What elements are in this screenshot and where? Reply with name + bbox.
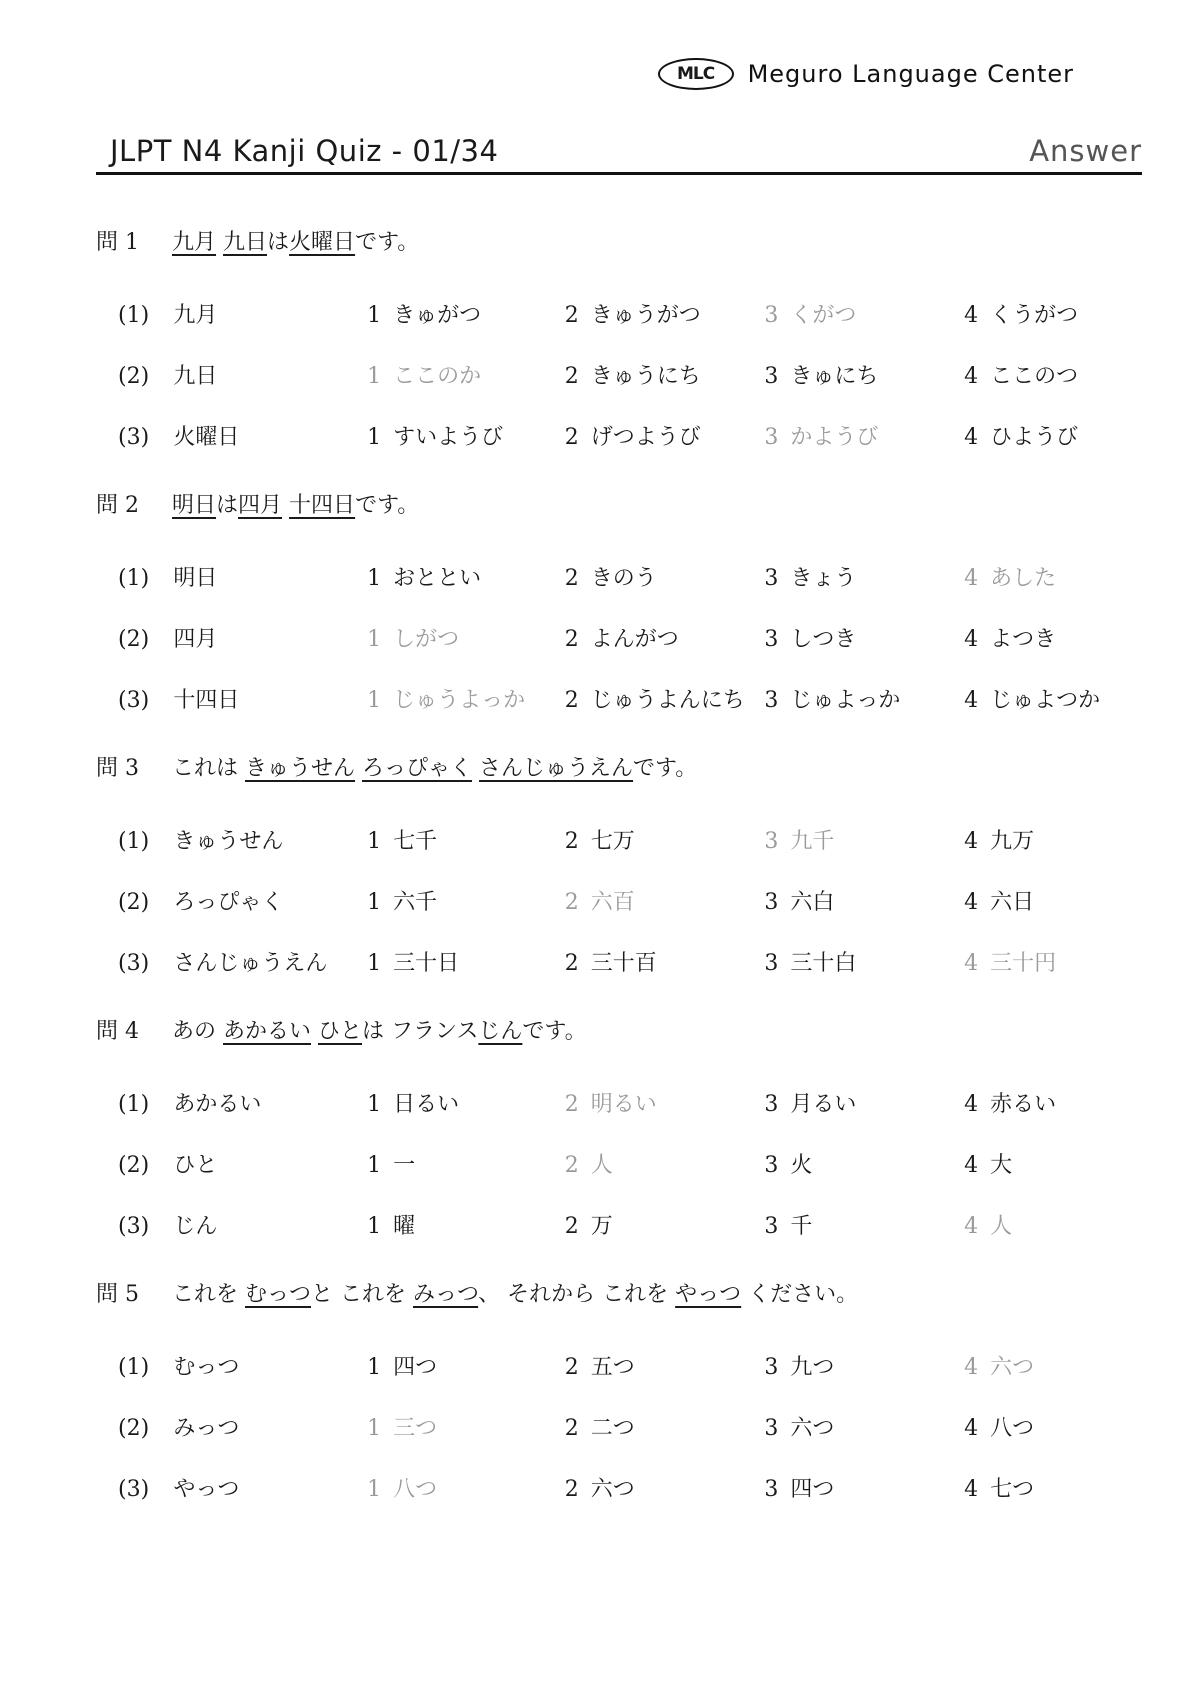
option-text: 九つ (790, 1355, 835, 1380)
option-number: 1 (367, 303, 382, 328)
option-number: 4 (964, 951, 979, 976)
option-text: 五つ (590, 1355, 635, 1380)
underlined-term: 十四日 (289, 493, 356, 518)
sentence-text: は フランス (362, 1019, 479, 1044)
correct-option (367, 362, 565, 392)
option-number: 1 (367, 688, 382, 713)
answer-option (764, 686, 964, 716)
center-name: Meguro Language Center (747, 60, 1074, 88)
question-number: 問 5 (96, 1282, 139, 1307)
option-text: 三十円 (990, 951, 1057, 976)
option-number: 4 (964, 1153, 979, 1178)
correct-option (964, 1212, 1142, 1242)
option-number: 2 (564, 425, 579, 450)
option-number: 1 (367, 829, 382, 854)
option-number: 3 (764, 890, 779, 915)
sentence-text: 、 それから これを (478, 1282, 676, 1307)
option-text: 八つ (990, 1416, 1035, 1441)
option-text: 八つ (393, 1477, 438, 1502)
option-text: きゅにち (790, 364, 879, 389)
question-sentence (172, 754, 697, 784)
option-number: 2 (564, 364, 579, 389)
answer-option (367, 888, 565, 918)
correct-option (964, 564, 1142, 594)
item-number: (1) (118, 303, 150, 328)
correct-option (565, 888, 765, 918)
answer-option (964, 423, 1142, 453)
answer-option (367, 1353, 565, 1383)
option-number: 4 (964, 303, 979, 328)
option-text: 三十百 (590, 951, 657, 976)
item-number: (2) (118, 1153, 150, 1178)
option-text: 赤るい (990, 1092, 1057, 1117)
option-number: 4 (964, 627, 979, 652)
answer-option (367, 423, 565, 453)
answer-option (764, 362, 964, 392)
option-text: 六日 (990, 890, 1035, 915)
option-text: 万 (590, 1214, 613, 1239)
mlc-logo: MLC (658, 58, 734, 90)
choice-row (96, 301, 1142, 362)
target-word: さんじゅうえん (173, 951, 328, 976)
option-text: 六つ (790, 1416, 835, 1441)
option-text: 明るい (590, 1092, 657, 1117)
correct-option (565, 1090, 765, 1120)
answer-label: Answer (1029, 134, 1142, 168)
option-number: 2 (564, 951, 579, 976)
option-text: 二つ (590, 1416, 635, 1441)
option-text: 三十白 (790, 951, 857, 976)
target-word: ろっぴゃく (173, 890, 284, 915)
sentence-text: です。 (522, 1019, 587, 1044)
option-text: 大 (990, 1153, 1013, 1178)
option-number: 3 (764, 425, 779, 450)
target-word: 十四日 (173, 688, 240, 713)
answer-option (565, 686, 765, 716)
answer-option (367, 1151, 565, 1181)
option-text: じゅうよっか (393, 688, 526, 713)
answer-option (367, 1090, 565, 1120)
answer-option (764, 1212, 964, 1242)
item-number: (2) (118, 627, 150, 652)
option-text: 千 (790, 1214, 813, 1239)
question-list (96, 228, 1142, 1543)
option-text: きのう (590, 566, 657, 591)
correct-option (964, 949, 1142, 979)
option-number: 3 (764, 1092, 779, 1117)
option-text: 三十日 (393, 951, 460, 976)
answer-option (764, 949, 964, 979)
answer-option (367, 1212, 565, 1242)
target-word: きゅうせん (173, 829, 284, 854)
sentence-text: これを (172, 1282, 245, 1307)
answer-option (964, 301, 1142, 331)
option-number: 1 (367, 1416, 382, 1441)
option-text: 九万 (990, 829, 1035, 854)
option-text: あした (990, 566, 1057, 591)
option-number: 4 (964, 425, 979, 450)
option-text: 日るい (393, 1092, 460, 1117)
answer-option (565, 1353, 765, 1383)
sentence-text: これは (172, 756, 245, 781)
target-word: 九月 (173, 303, 218, 328)
option-text: 六つ (590, 1477, 635, 1502)
underlined-term: みっつ (413, 1282, 479, 1307)
option-text: 六千 (393, 890, 438, 915)
question-header (96, 1017, 1142, 1090)
question-number: 問 4 (96, 1019, 139, 1044)
correct-option (764, 301, 964, 331)
choice-row (96, 949, 1142, 1017)
option-number: 1 (367, 1355, 382, 1380)
option-number: 3 (764, 1214, 779, 1239)
underlined-term: 火曜日 (289, 230, 356, 255)
option-number: 2 (564, 1477, 579, 1502)
correct-option (964, 1353, 1142, 1383)
option-number: 1 (367, 627, 382, 652)
option-text: じゅよっか (790, 688, 901, 713)
correct-option (367, 686, 565, 716)
question-block (96, 228, 1142, 491)
correct-option (367, 1475, 565, 1505)
option-number: 1 (367, 1477, 382, 1502)
item-number: (2) (118, 364, 150, 389)
option-number: 2 (564, 829, 579, 854)
option-number: 2 (564, 1214, 579, 1239)
target-word: 火曜日 (173, 425, 240, 450)
underlined-term: やっつ (675, 1282, 742, 1307)
sentence-text (355, 756, 362, 781)
option-text: げつようび (590, 425, 701, 450)
title-bar (96, 128, 1142, 175)
option-text: すいようび (393, 425, 504, 450)
option-number: 2 (564, 566, 579, 591)
answer-option (764, 1475, 964, 1505)
item-number: (3) (118, 1477, 150, 1502)
option-text: 人 (990, 1214, 1013, 1239)
answer-option (565, 949, 765, 979)
option-number: 4 (964, 688, 979, 713)
answer-option (565, 1475, 765, 1505)
target-word: やっつ (173, 1477, 240, 1502)
option-number: 3 (764, 364, 779, 389)
option-number: 4 (964, 1477, 979, 1502)
underlined-term: ひと (318, 1019, 363, 1044)
answer-option (964, 1414, 1142, 1444)
sentence-text (311, 1019, 318, 1044)
target-word: みっつ (173, 1416, 240, 1441)
target-word: ひと (173, 1153, 218, 1178)
option-number: 2 (564, 1153, 579, 1178)
underlined-term: 九日 (223, 230, 268, 255)
question-header (96, 491, 1142, 564)
answer-option (565, 362, 765, 392)
option-number: 2 (564, 1092, 579, 1117)
option-text: くうがつ (990, 303, 1079, 328)
sentence-text (282, 493, 289, 518)
correct-option (367, 1414, 565, 1444)
answer-option (764, 1353, 964, 1383)
answer-option (964, 362, 1142, 392)
option-number: 3 (764, 1416, 779, 1441)
option-text: 一 (393, 1153, 416, 1178)
answer-option (964, 1090, 1142, 1120)
option-text: きゅうがつ (590, 303, 701, 328)
choice-row (96, 827, 1142, 888)
option-text: じゅうよんにち (590, 688, 745, 713)
option-text: 九千 (790, 829, 835, 854)
option-number: 2 (564, 1416, 579, 1441)
choice-row (96, 686, 1142, 754)
option-text: 六白 (790, 890, 835, 915)
answer-option (764, 625, 964, 655)
sentence-text (472, 756, 479, 781)
correct-option (565, 1151, 765, 1181)
sentence-text: は (267, 230, 290, 255)
option-number: 1 (367, 1214, 382, 1239)
underlined-term: さんじゅうえん (479, 756, 634, 781)
option-number: 1 (367, 425, 382, 450)
option-text: しつき (790, 627, 857, 652)
option-text: 七万 (590, 829, 635, 854)
item-number: (3) (118, 688, 150, 713)
option-text: 七つ (990, 1477, 1035, 1502)
answer-option (367, 949, 565, 979)
answer-option (764, 564, 964, 594)
option-number: 4 (964, 566, 979, 591)
answer-option (367, 301, 565, 331)
item-number: (2) (118, 890, 150, 915)
option-number: 3 (764, 951, 779, 976)
option-text: ここのつ (990, 364, 1079, 389)
option-number: 3 (764, 829, 779, 854)
answer-option (764, 1414, 964, 1444)
answer-option (565, 1414, 765, 1444)
option-number: 3 (764, 1153, 779, 1178)
option-number: 4 (964, 1092, 979, 1117)
answer-option (367, 827, 565, 857)
target-word: 九日 (173, 364, 218, 389)
option-text: よんがつ (590, 627, 679, 652)
option-number: 2 (564, 627, 579, 652)
item-number: (1) (118, 1355, 150, 1380)
option-text: 月るい (790, 1092, 857, 1117)
answer-option (565, 301, 765, 331)
choice-row (96, 1414, 1142, 1475)
underlined-term: あかるい (223, 1019, 312, 1044)
underlined-term: ろっぴゃく (362, 756, 473, 781)
option-text: よつき (990, 627, 1057, 652)
option-text: しがつ (393, 627, 460, 652)
choice-row (96, 362, 1142, 423)
choice-row (96, 1151, 1142, 1212)
brand-header (658, 58, 1074, 90)
item-number: (3) (118, 1214, 150, 1239)
option-text: きゅうにち (590, 364, 701, 389)
choice-row (96, 625, 1142, 686)
answer-option (565, 827, 765, 857)
question-sentence (172, 491, 419, 521)
item-number: (1) (118, 566, 150, 591)
correct-option (367, 625, 565, 655)
option-number: 4 (964, 829, 979, 854)
option-number: 4 (964, 364, 979, 389)
option-text: 人 (590, 1153, 613, 1178)
sentence-text: です。 (355, 493, 420, 518)
question-block (96, 1280, 1142, 1543)
item-number: (3) (118, 425, 150, 450)
question-block (96, 1017, 1142, 1280)
answer-option (964, 625, 1142, 655)
question-block (96, 754, 1142, 1017)
question-header (96, 754, 1142, 827)
answer-option (565, 564, 765, 594)
question-header (96, 228, 1142, 301)
option-text: じゅよつか (990, 688, 1101, 713)
option-text: ここのか (393, 364, 482, 389)
option-text: 七千 (393, 829, 438, 854)
underlined-term: じん (478, 1019, 523, 1044)
option-number: 3 (764, 566, 779, 591)
quiz-title: JLPT N4 Kanji Quiz - 01/34 (110, 134, 499, 168)
question-header (96, 1280, 1142, 1353)
answer-option (964, 1151, 1142, 1181)
option-number: 1 (367, 890, 382, 915)
option-text: 曜 (393, 1214, 416, 1239)
option-number: 4 (964, 1214, 979, 1239)
option-number: 1 (367, 364, 382, 389)
question-number: 問 1 (96, 230, 139, 255)
question-block (96, 491, 1142, 754)
question-number: 問 3 (96, 756, 139, 781)
choice-row (96, 1353, 1142, 1414)
sentence-text: は (216, 493, 239, 518)
option-text: 六つ (990, 1355, 1035, 1380)
choice-row (96, 888, 1142, 949)
question-number: 問 2 (96, 493, 139, 518)
choice-row (96, 1212, 1142, 1280)
target-word: じん (173, 1214, 218, 1239)
choice-row (96, 1475, 1142, 1543)
answer-option (367, 564, 565, 594)
option-text: きゅがつ (393, 303, 482, 328)
option-number: 1 (367, 1092, 382, 1117)
option-number: 2 (564, 1355, 579, 1380)
option-number: 3 (764, 627, 779, 652)
item-number: (2) (118, 1416, 150, 1441)
sentence-text: あの (172, 1019, 223, 1044)
target-word: 四月 (173, 627, 218, 652)
sentence-text: ください。 (741, 1282, 859, 1307)
answer-option (565, 423, 765, 453)
option-text: 火 (790, 1153, 813, 1178)
option-text: 四つ (790, 1477, 835, 1502)
answer-option (565, 1212, 765, 1242)
answer-option (764, 1151, 964, 1181)
option-number: 4 (964, 890, 979, 915)
option-text: おととい (393, 566, 482, 591)
target-word: むっつ (173, 1355, 240, 1380)
underlined-term: 明日 (172, 493, 217, 518)
option-text: 三つ (393, 1416, 438, 1441)
choice-row (96, 1090, 1142, 1151)
sentence-text: です。 (633, 756, 698, 781)
answer-option (964, 888, 1142, 918)
sentence-text: です。 (355, 230, 420, 255)
option-number: 3 (764, 303, 779, 328)
answer-option (964, 827, 1142, 857)
option-text: 六百 (590, 890, 635, 915)
choice-row (96, 564, 1142, 625)
sentence-text: と これを (311, 1282, 414, 1307)
option-text: きょう (790, 566, 857, 591)
option-number: 4 (964, 1416, 979, 1441)
sentence-text (216, 230, 223, 255)
question-sentence (172, 1017, 587, 1047)
answer-option (764, 888, 964, 918)
option-text: かようび (790, 425, 879, 450)
option-number: 3 (764, 1477, 779, 1502)
answer-option (964, 686, 1142, 716)
option-number: 2 (564, 303, 579, 328)
option-text: ひようび (990, 425, 1079, 450)
option-text: くがつ (790, 303, 857, 328)
underlined-term: きゅうせん (245, 756, 356, 781)
option-number: 1 (367, 951, 382, 976)
option-number: 3 (764, 1355, 779, 1380)
option-number: 1 (367, 1153, 382, 1178)
item-number: (3) (118, 951, 150, 976)
question-sentence (172, 1280, 858, 1310)
option-number: 3 (764, 688, 779, 713)
option-number: 2 (564, 688, 579, 713)
item-number: (1) (118, 829, 150, 854)
target-word: あかるい (173, 1092, 262, 1117)
option-number: 2 (564, 890, 579, 915)
target-word: 明日 (173, 566, 218, 591)
underlined-term: 四月 (238, 493, 283, 518)
option-number: 1 (367, 566, 382, 591)
option-text: 四つ (393, 1355, 438, 1380)
answer-option (964, 1475, 1142, 1505)
underlined-term: むっつ (245, 1282, 312, 1307)
item-number: (1) (118, 1092, 150, 1117)
question-sentence (172, 228, 419, 258)
answer-option (565, 625, 765, 655)
choice-row (96, 423, 1142, 491)
correct-option (764, 423, 964, 453)
underlined-term: 九月 (172, 230, 217, 255)
correct-option (764, 827, 964, 857)
answer-option (764, 1090, 964, 1120)
option-number: 4 (964, 1355, 979, 1380)
